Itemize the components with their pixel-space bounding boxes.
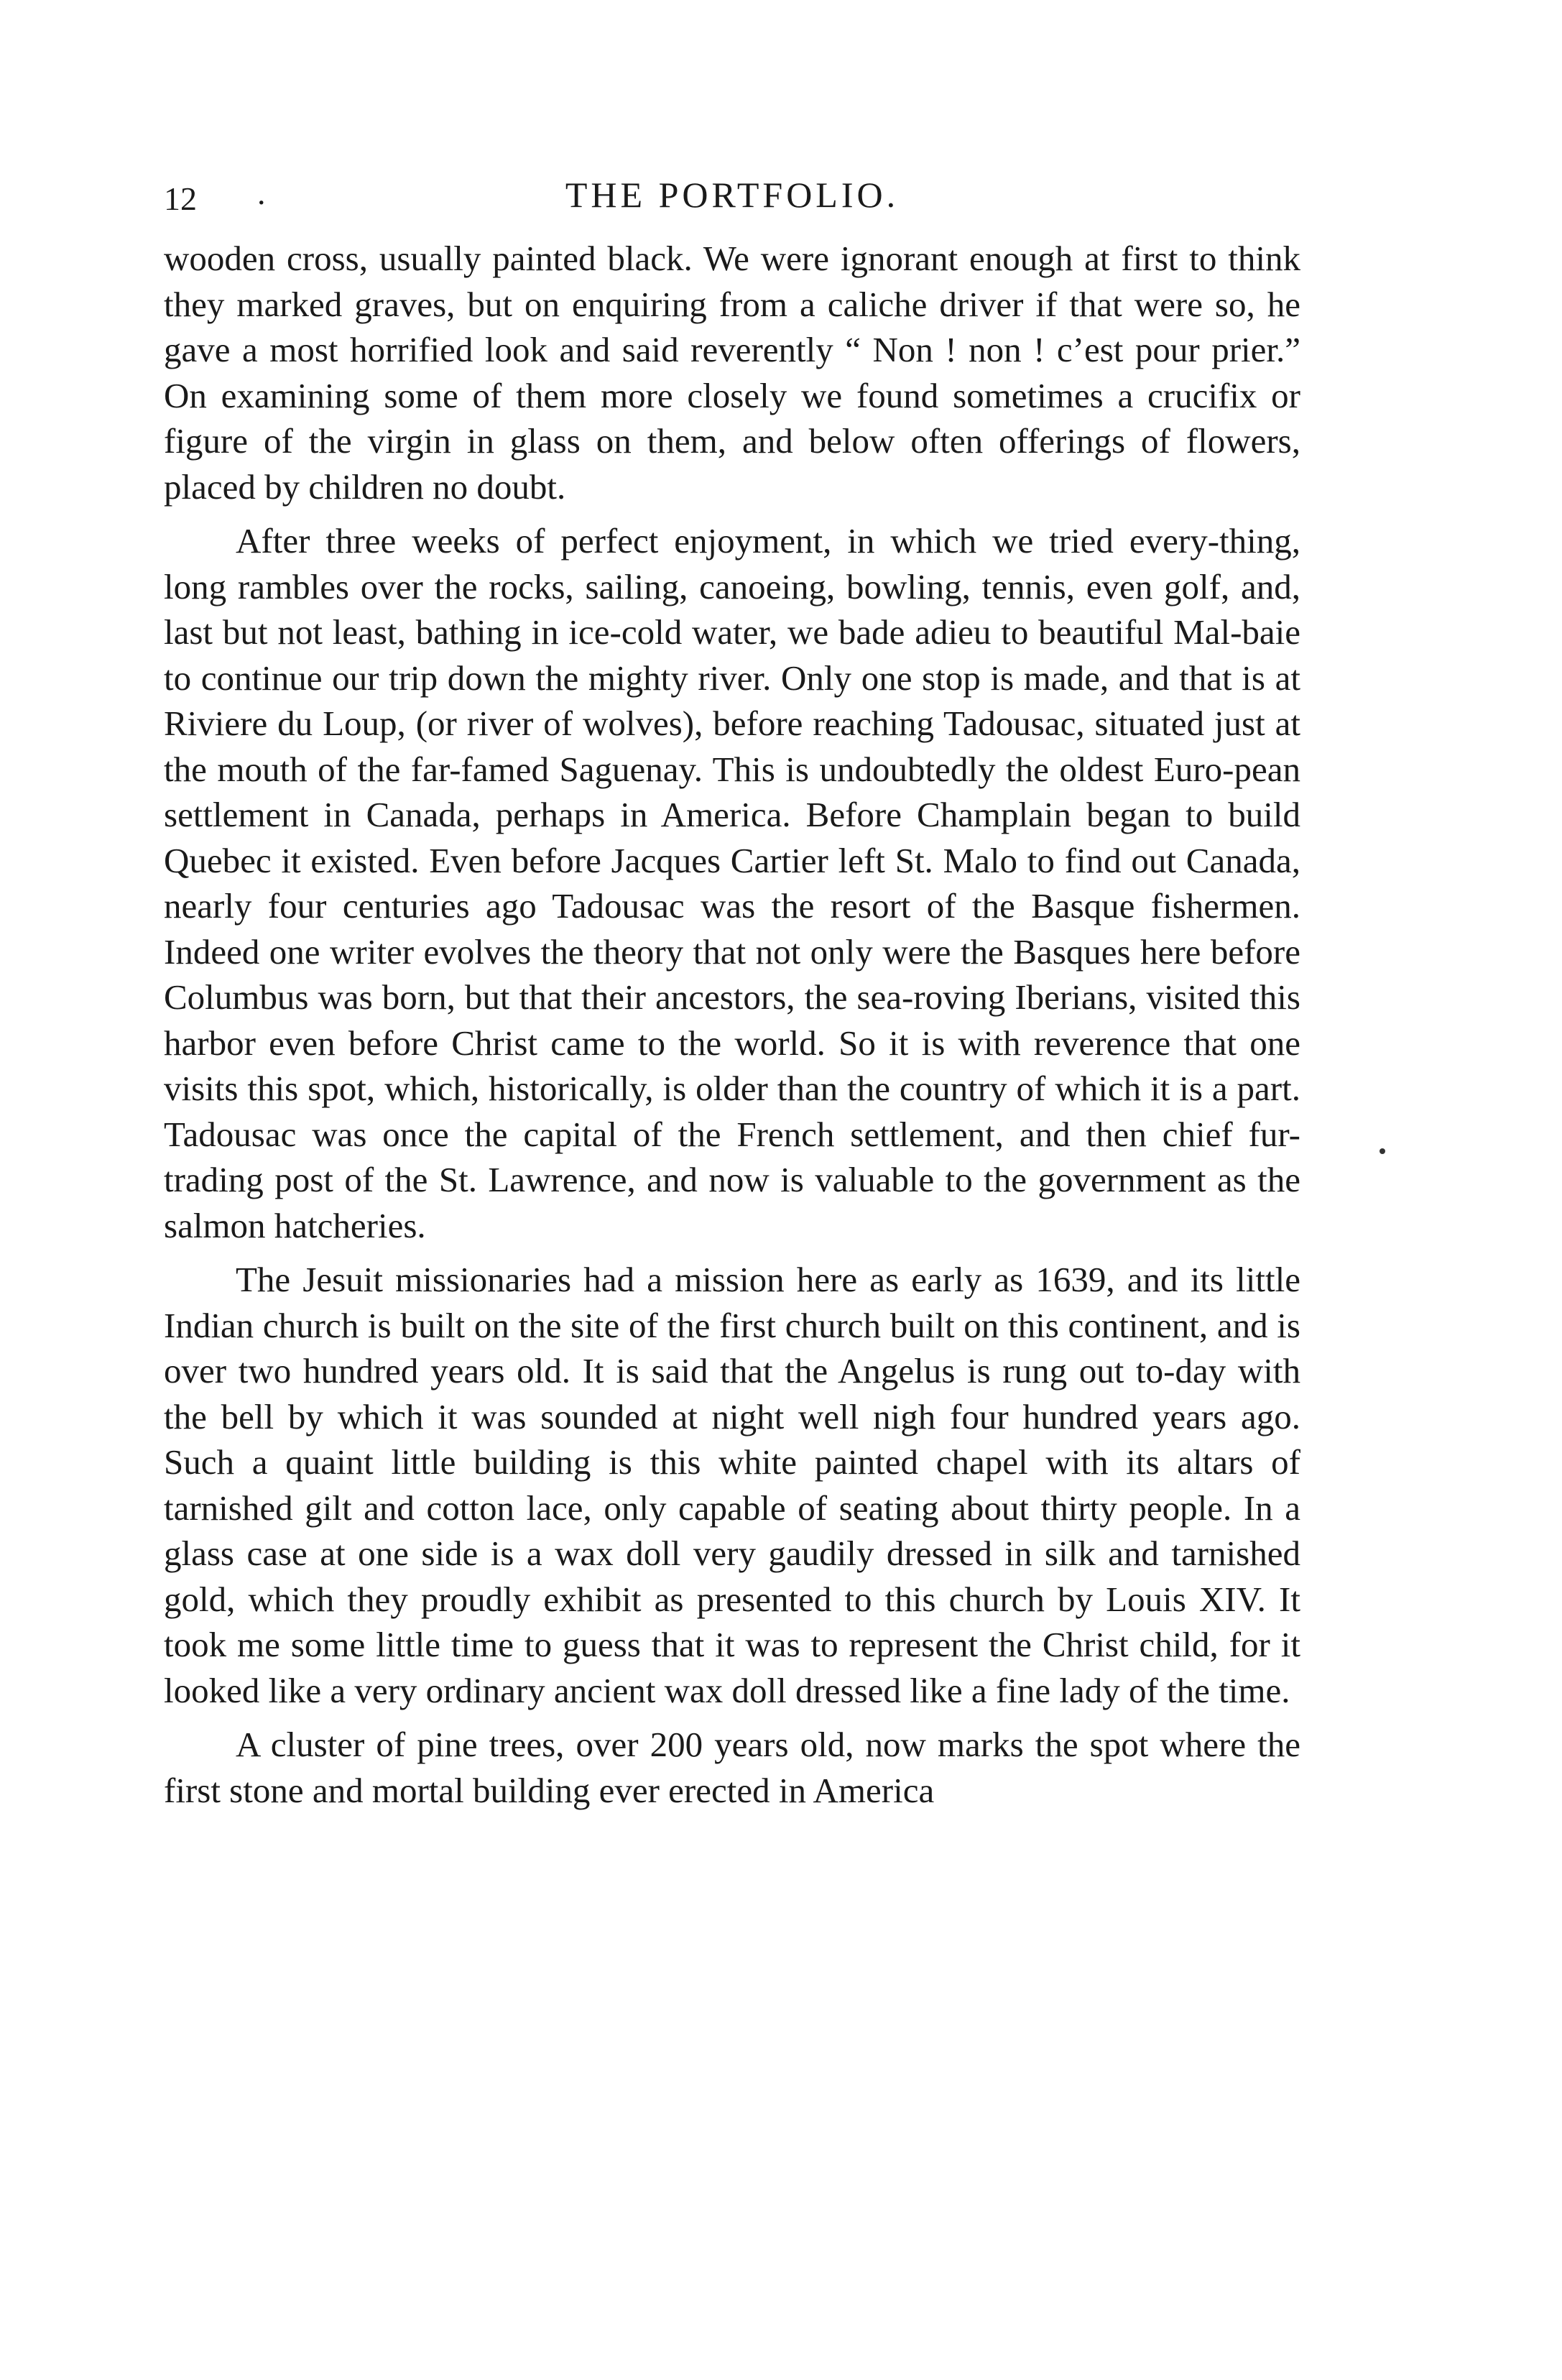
journal-title: THE PORTFOLIO. bbox=[565, 175, 900, 215]
header-separator: . bbox=[257, 175, 266, 211]
stray-ink-mark bbox=[1380, 1148, 1385, 1154]
body-text bbox=[164, 236, 1300, 1813]
document-page bbox=[164, 164, 1300, 1813]
paragraph-pine-trees: A cluster of pine trees, over 200 years old, now marks the spot where the first stone and mortal building ever erected in America bbox=[164, 1725, 1300, 1810]
paragraph-tadousac: After three weeks of perfect enjoyment, in which we tried every-thing, long rambles over the rocks, sailing, canoeing, bowling, tennis, even golf, and, last but not least, bathing in ice-cold water, we bade adieu to beautiful Mal-baie to continue our trip down the mighty river. Only one stop is made, and that is at Riviere du Loup, (or river of wolves), before reaching Tadousac, situated just at the mouth of the far-famed Saguenay. This is undoubtedly the oldest Euro-pean settlement in Canada, perhaps in America. Before Champlain began to build Quebec it existed. Even before Jacques Cartier left St. Malo to find out Canada, nearly four centuries ago Tadousac was the resort of the Basque fishermen. Indeed one writer evolves the theory that not only were the Basques here before Columbus was born, but that their ancestors, the sea-roving Iberians, visited this harbor even before Christ came to the world. So it is with reverence that one visits this spot, which, historically, is older than the country of which it is a part. Tadousac was once the capital of the French settlement, and then chief fur-trading post of the St. Lawrence, and now is valuable to the government as the salmon hatcheries. bbox=[164, 521, 1300, 1245]
page-number: 12 bbox=[164, 180, 197, 217]
paragraph-jesuit-church: The Jesuit missionaries had a mission here as early as 1639, and its little Indian church is built on the site of the first church built on this continent, and is over two hundred years old. It is said that the Angelus is rung out to-day with the bell by which it was sounded at night well nigh four hundred years ago. Such a quaint little building is this white painted chapel with its altars of tarnished gilt and cotton lace, only capable of seating about thirty people. In a glass case at one side is a wax doll very gaudily dressed in silk and tarnished gold, which they proudly exhibit as presented to this church by Louis XIV. It took me some little time to guess that it was to represent the Christ child, for it looked like a very ordinary ancient wax doll dressed like a fine lady of the time. bbox=[164, 1260, 1300, 1710]
paragraph-continued: wooden cross, usually painted black. We were ignorant enough at first to think they marked graves, but on enquiring from a caliche driver if that were so, he gave a most horrified look and said reverently “ Non ! non ! c’est pour prier.” On examining some of them more closely we found sometimes a crucifix or figure of the virgin in glass on them, and below often offerings of flowers, placed by children no doubt. bbox=[164, 239, 1300, 507]
running-head bbox=[164, 164, 1300, 236]
